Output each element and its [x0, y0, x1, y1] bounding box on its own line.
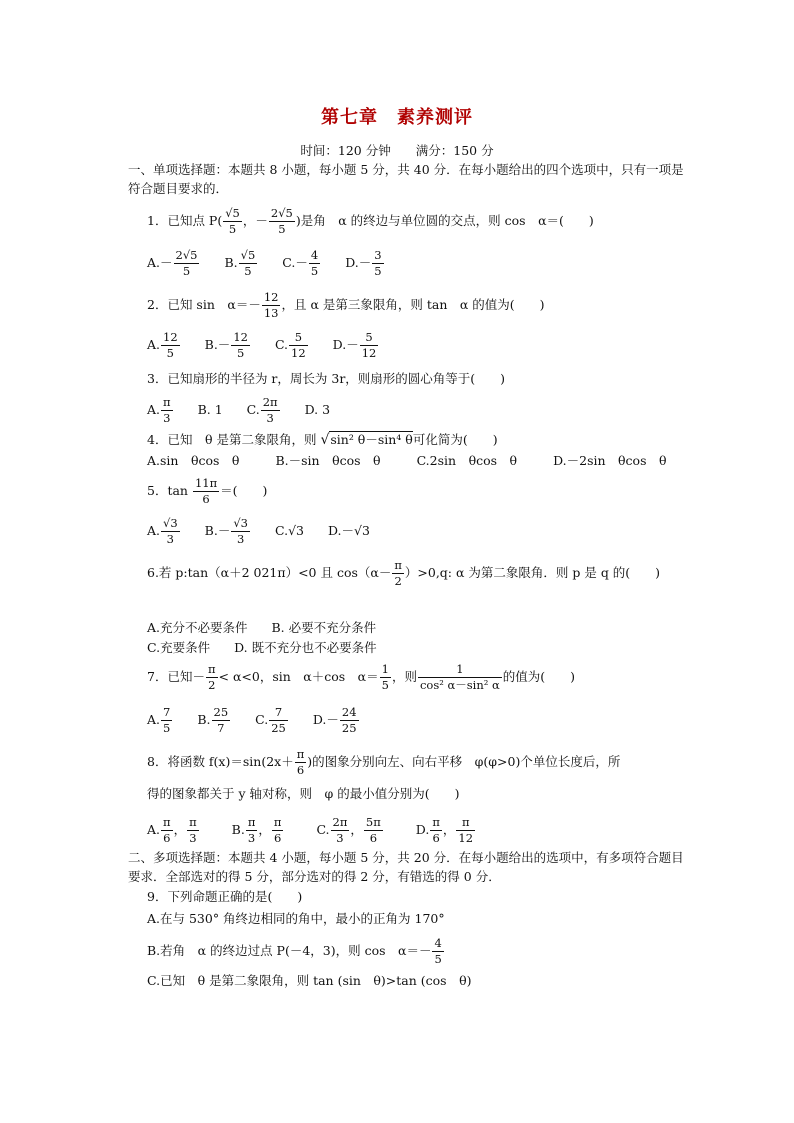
question-8-line2: 得的图象都关于 y 轴对称，则 φ 的最小值分别为( ) [147, 786, 460, 801]
question-text: A. [147, 712, 161, 727]
section2-intro: 二、多项选择题：本题共 4 小题，每小题 5 分，共 20 分．在每小题给出的选项中，有多项符合题目要求．全部选对的得 5 分，部分选对的得 2 分，有错选的得 0 分． [128, 850, 684, 884]
question-text: C. [246, 402, 260, 417]
fraction-numerator: √3 [163, 516, 178, 530]
fraction [392, 558, 404, 589]
question-text: √3 [354, 523, 370, 538]
fraction-numerator: √5 [225, 206, 240, 220]
fraction-numerator: 7 [269, 705, 288, 721]
fraction [193, 476, 219, 507]
question-3: 3．已知扇形的半径为 r，周长为 3r，则扇形的圆心角等于( ) [147, 371, 506, 386]
question-9: 9．下列命题正确的是( ) [147, 889, 303, 904]
question-7-options [147, 705, 687, 736]
option-c [275, 522, 304, 540]
option-b: B. $\frac{\pi}{3}$ ， $\frac{\pi}{6}$ [231, 815, 282, 845]
option-d: D. 3 [304, 402, 331, 417]
fraction-numerator: 2π [262, 395, 278, 409]
option-b [205, 516, 251, 547]
fraction-denominator: 5 [374, 264, 382, 278]
fraction-denominator: 12 [458, 831, 474, 845]
fraction [269, 705, 288, 736]
question-text: )是角 α 的终边与单位圆的交点，则 cos α＝( ) [295, 213, 594, 228]
fraction-denominator: 25 [271, 721, 286, 735]
fraction-denominator: 5 [381, 678, 389, 692]
fraction-numerator: 1 [418, 662, 502, 678]
question-3-options [147, 395, 687, 426]
fraction-numerator: π [247, 815, 256, 829]
fraction-denominator: 6 [274, 831, 282, 845]
fraction-denominator: 5 [182, 264, 191, 278]
fraction-denominator: 5 [228, 222, 237, 236]
fraction [261, 395, 280, 426]
question-8-options [147, 815, 687, 846]
fraction-numerator: 3 [374, 248, 382, 262]
question-text: √3 [288, 523, 304, 538]
question-text: D.－ [327, 523, 355, 538]
fraction-numerator: 4 [310, 248, 319, 262]
fraction-denominator: 5 [278, 222, 286, 236]
question-1-options [147, 248, 687, 279]
fraction-denominator: 3 [236, 532, 245, 546]
option-b: B. 1 [197, 402, 223, 417]
fraction [239, 248, 258, 279]
question-5-options [147, 516, 687, 547]
option-c: C. $\frac{2\pi}{3}$ ， $\frac{5\pi}{6}$ [316, 815, 381, 845]
fraction-numerator: 25 [213, 705, 229, 719]
fraction-denominator: 5 [163, 721, 171, 735]
question-text: B.－ [204, 523, 231, 538]
question-text: 1．已知点 P( [147, 213, 223, 228]
fraction [340, 705, 359, 736]
question-4-options [147, 452, 687, 470]
option-b: B. 必要不充分条件 [271, 620, 377, 635]
question-text: ，且 α 是第三象限角，则 tan α 的值为( ) [281, 297, 545, 312]
question-text: C.－ [282, 255, 308, 270]
fraction-numerator: 7 [163, 705, 171, 719]
question-text: C. [274, 523, 289, 538]
fraction-denominator: 6 [296, 763, 305, 777]
fraction-denominator: 5 [434, 952, 442, 966]
question-text: ＝( ) [220, 483, 268, 498]
question-9-option-a: A.在与 530° 角终边相同的角中，最小的正角为 170° [147, 911, 445, 926]
question-text: )的图象分别向左、向右平移 φ(φ>0)个单位长度后，所 [307, 754, 621, 769]
option-b [224, 248, 258, 279]
fraction-denominator: 3 [336, 831, 344, 845]
fraction [364, 815, 383, 846]
question-text: A. [147, 523, 161, 538]
exam-info: 时间：120 分钟 满分：150 分 [300, 143, 494, 158]
question-2 [147, 290, 687, 321]
option-d [345, 248, 384, 279]
fraction-denominator: 6 [202, 492, 210, 506]
fraction [418, 662, 502, 693]
fraction-numerator: 5 [360, 330, 379, 346]
fraction-denominator: 6 [163, 831, 171, 845]
fraction-denominator: 5 [236, 346, 245, 360]
fraction-denominator: cos² α－sin² α [419, 678, 500, 692]
fraction-numerator: π [296, 747, 305, 761]
option-a [147, 395, 174, 426]
fraction [360, 330, 379, 361]
fraction-denominator: 2 [394, 574, 402, 588]
fraction-numerator: √3 [233, 516, 248, 530]
question-7 [147, 662, 687, 693]
option-a [147, 705, 173, 736]
option-d [313, 705, 360, 736]
fraction-numerator: √5 [240, 248, 256, 262]
question-text: 7．已知－ [147, 669, 205, 684]
fraction-numerator: π [432, 815, 440, 829]
fraction [161, 815, 173, 846]
question-text: A. [147, 402, 161, 417]
option-d: D. $\frac{\pi}{6}$ ， $\frac{\pi}{12}$ [415, 815, 474, 845]
fraction-numerator: 4 [434, 936, 442, 950]
fraction-denominator: 6 [432, 831, 440, 845]
fraction-numerator: 11π [194, 476, 218, 490]
question-text: B.－ [204, 337, 231, 352]
fraction-denominator: 12 [361, 346, 377, 360]
option-c: C.2sin θcos θ [416, 453, 518, 468]
fraction [206, 662, 218, 693]
fraction [432, 936, 443, 967]
page-title: 第七章 素养测评 [321, 107, 473, 128]
fraction [456, 815, 475, 846]
fraction-numerator: 2√5 [175, 248, 198, 262]
question-6-options-row2 [147, 639, 687, 657]
question-text: A. [147, 822, 161, 837]
fraction-numerator: π [163, 395, 171, 409]
fraction [272, 815, 284, 846]
fraction-numerator: 2π [332, 815, 348, 829]
fraction-numerator: π [273, 815, 282, 829]
fraction [161, 516, 180, 547]
fraction [187, 815, 199, 846]
question-text: B. [197, 712, 211, 727]
fraction [161, 395, 173, 426]
fraction-denominator: 3 [163, 411, 171, 425]
option-a [147, 330, 181, 361]
option-d [333, 330, 380, 361]
fraction-numerator: 24 [341, 705, 357, 719]
fraction-denominator: 2 [208, 678, 216, 692]
fraction-denominator: 7 [217, 721, 225, 735]
question-text: B. [231, 822, 245, 837]
option-b [197, 705, 231, 736]
fraction [380, 662, 391, 693]
fraction [231, 330, 250, 361]
fraction-denominator: 5 [166, 346, 174, 360]
question-9-option-c: C.已知 θ 是第二象限角，则 tan (sin θ)>tan (cos θ) [147, 973, 472, 988]
question-4 [147, 431, 687, 449]
question-8 [147, 747, 687, 778]
fraction [161, 330, 180, 361]
option-a [147, 248, 200, 279]
option-c [275, 330, 309, 361]
fraction-denominator: 5 [244, 264, 252, 278]
question-text: A.－ [147, 255, 173, 270]
question-text: B.若角 α 的终边过点 P(－4，3)，则 cos α＝－ [147, 943, 432, 958]
question-text: D. [415, 822, 430, 837]
section1-intro: 一、单项选择题：本题共 8 小题，每小题 5 分，共 40 分．在每小题给出的四个选项中，只有一项是符合题目要求的． [128, 162, 684, 196]
fraction [269, 206, 295, 237]
question-text: < α<0，sin α＋cos α＝ [218, 669, 379, 684]
option-d: D.－2sin θcos θ [553, 453, 667, 468]
option-b [205, 330, 251, 361]
option-c [282, 248, 321, 279]
fraction-denominator: 3 [247, 831, 256, 845]
fraction-denominator: 25 [341, 721, 357, 735]
fraction [295, 747, 307, 778]
question-9-option-b [147, 936, 687, 967]
question-text: D.－ [312, 712, 339, 727]
fraction-numerator: π [394, 558, 402, 572]
fraction-numerator: 2√5 [270, 206, 293, 220]
question-text: D.－ [332, 337, 359, 352]
question-text: 6.若 p:tan（α＋2 021π）<0 且 cos（α－ [147, 565, 392, 580]
fraction [309, 248, 320, 279]
question-text: C. [274, 337, 289, 352]
fraction-denominator: 13 [263, 306, 279, 320]
fraction [331, 815, 350, 846]
fraction-numerator: 12 [163, 330, 178, 344]
fraction [231, 516, 250, 547]
radicand: sin² θ－sin⁴ θ [330, 432, 413, 447]
fraction-denominator: 12 [291, 346, 306, 360]
question-text: ）>0,q: α 为第二象限角．则 p 是 q 的( ) [404, 565, 661, 580]
question-1: 1．已知点 P( $\frac{√5}{5}$ ，－ $\frac{2√5}{5}$ )是角 α 的终边与单位圆的交点，则 cos α＝( ) [147, 206, 594, 236]
option-a: A.sin θcos θ [147, 453, 240, 468]
question-text: 4．已知 θ 是第二象限角，则 [147, 432, 317, 447]
option-c: C.充要条件 [147, 640, 211, 655]
fraction [174, 248, 200, 279]
question-text: C. [255, 712, 269, 727]
fraction [289, 330, 308, 361]
question-6 [147, 558, 687, 589]
fraction [223, 206, 242, 237]
option-d [328, 522, 370, 540]
sqrt-sign: √ [320, 432, 330, 448]
question-text: 2．已知 sin α＝－ [147, 297, 261, 312]
option-a: A.充分不必要条件 [147, 620, 248, 635]
fraction [262, 290, 281, 321]
fraction [212, 705, 231, 736]
question-text: 5．tan [147, 483, 188, 498]
question-text: C. [316, 822, 330, 837]
fraction-numerator: 12 [263, 290, 279, 304]
fraction [430, 815, 442, 846]
question-5 [147, 476, 687, 507]
option-c [255, 705, 289, 736]
question-text: 可化简为( ) [412, 432, 498, 447]
option-c [247, 395, 281, 426]
fraction-numerator: π [207, 662, 216, 676]
fraction-numerator: π [456, 815, 475, 831]
fraction-denominator: 3 [166, 532, 174, 546]
question-text: 8．将函数 f(x)＝sin(2x＋ [147, 754, 294, 769]
question-2-options [147, 330, 687, 361]
fraction-denominator: 3 [189, 831, 197, 845]
fraction-denominator: 6 [369, 831, 378, 845]
fraction [161, 705, 172, 736]
option-a: A. $\frac{\pi}{6}$ ， $\frac{\pi}{3}$ [147, 815, 197, 845]
fraction-numerator: π [163, 815, 171, 829]
fraction [372, 248, 383, 279]
question-6-options-row1 [147, 619, 687, 637]
option-a [147, 516, 181, 547]
fraction-numerator: 1 [381, 662, 389, 676]
option-b: B.－sin θcos θ [275, 453, 381, 468]
question-text: A. [147, 337, 161, 352]
fraction-numerator: 12 [233, 330, 248, 344]
question-text: ，则 [391, 669, 417, 684]
fraction-numerator: 5π [365, 815, 381, 829]
question-text: 的值为( ) [502, 669, 576, 684]
question-text: D.－ [345, 255, 372, 270]
fraction-denominator: 3 [266, 411, 274, 425]
question-text: B. [224, 255, 238, 270]
fraction-numerator: π [189, 815, 197, 829]
fraction-numerator: 5 [289, 330, 308, 346]
fraction [246, 815, 258, 846]
fraction-denominator: 5 [310, 264, 319, 278]
option-d: D. 既不充分也不必要条件 [234, 640, 377, 655]
